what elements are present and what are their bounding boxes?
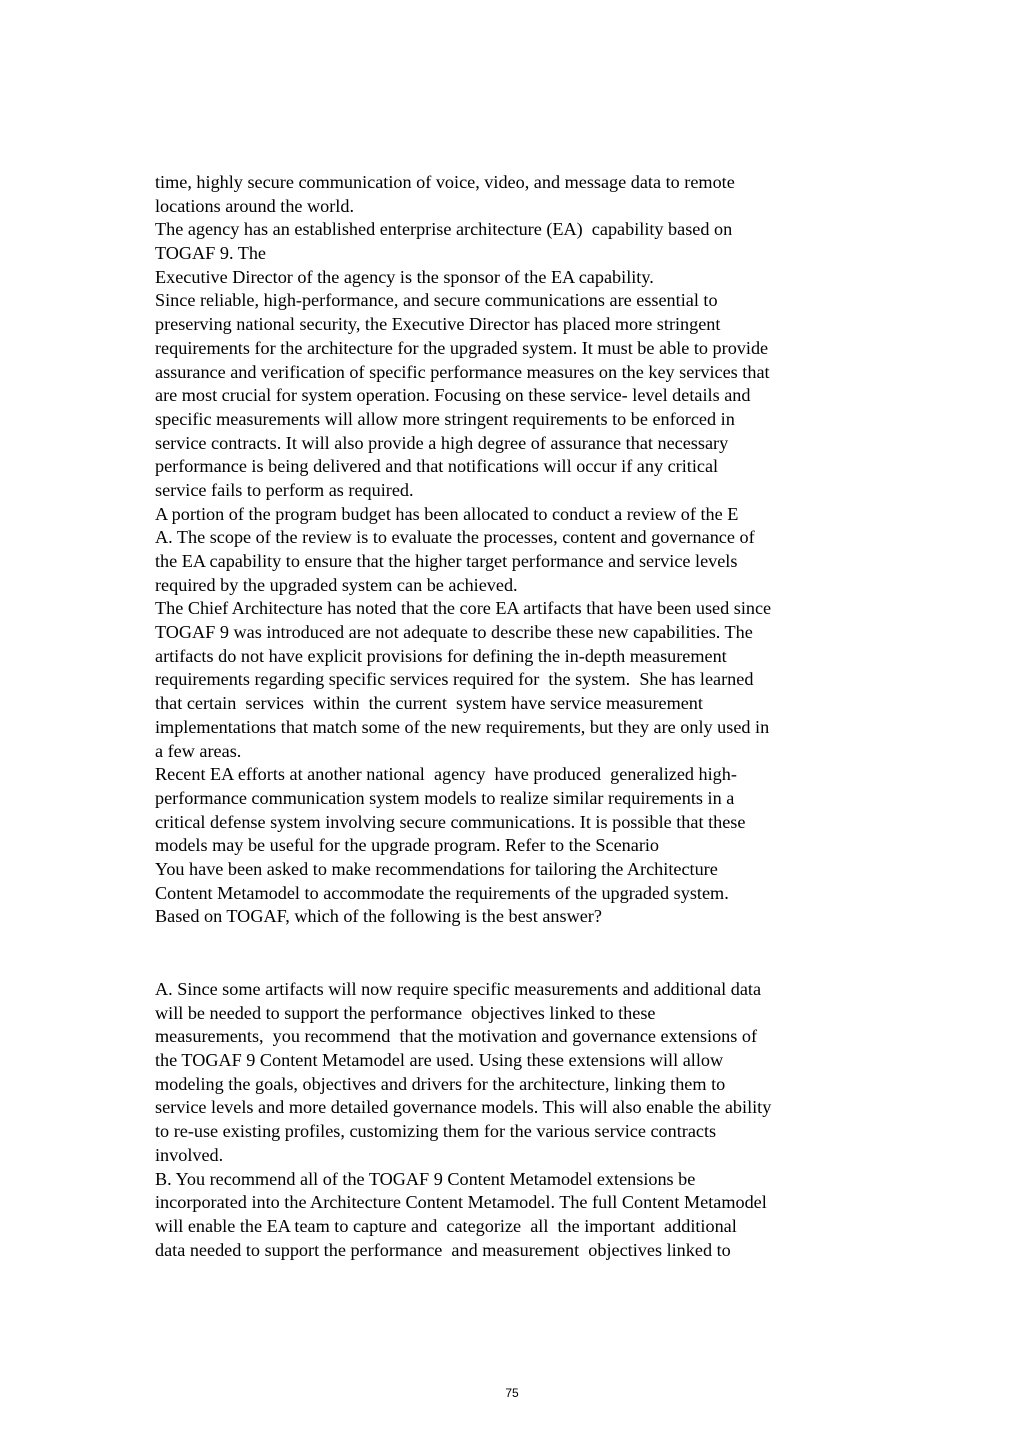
scenario-line: locations around the world. <box>155 195 355 216</box>
page-number: 75 <box>505 1386 519 1400</box>
scenario-line: A. The scope of the review is to evaluate the processes, content and governance of <box>155 527 755 548</box>
option-a-line: A. Since some artifacts will now require specific measurements and additional data <box>155 979 762 999</box>
scenario-line: implementations that match some of the new requirements, but they are only used in <box>155 716 770 737</box>
scenario-line: requirements for the architecture for the upgraded system. It must be able to provide <box>155 337 769 358</box>
scenario-line: models may be useful for the upgrade program. Refer to the Scenario <box>155 835 660 856</box>
option-b-line: B. You recommend all of the TOGAF 9 Content Metamodel extensions be <box>155 1168 696 1189</box>
scenario-line: Content Metamodel to accommodate the requirements of the upgraded system. <box>155 882 729 903</box>
option-a-line: measurements, you recommend that the motivation and governance extensions of <box>155 1026 758 1047</box>
scenario-line: the EA capability to ensure that the higher target performance and service levels <box>155 551 738 571</box>
scenario-line: that certain services within the current system have service measurement <box>155 693 703 714</box>
scenario-line: You have been asked to make recommendations for tailoring the Architecture <box>155 858 718 879</box>
option-a-line: modeling the goals, objectives and drivers for the architecture, linking them to <box>155 1073 726 1094</box>
answer-options <box>155 978 875 1262</box>
option-b-line: data needed to support the performance and measurement objectives linked to <box>155 1239 731 1260</box>
scenario-line: requirements regarding specific services required for the system. She has learned <box>155 669 754 690</box>
scenario-line: TOGAF 9. The <box>155 243 266 264</box>
scenario-line: assurance and verification of specific performance measures on the key services that <box>155 361 770 382</box>
option-b-line: incorporated into the Architecture Content Metamodel. The full Content Metamodel <box>155 1192 767 1213</box>
option-a-line: the TOGAF 9 Content Metamodel are used. Using these extensions will allow <box>155 1050 724 1071</box>
scenario-line: specific measurements will allow more stringent requirements to be enforced in <box>155 408 735 429</box>
scenario-line: Since reliable, high-performance, and secure communications are essential to <box>155 290 718 311</box>
scenario-text <box>155 171 875 929</box>
scenario-line: performance communication system models to realize similar requirements in a <box>155 787 735 808</box>
scenario-line: are most crucial for system operation. Focusing on these service- level details and <box>155 385 751 406</box>
scenario-line: Executive Director of the agency is the sponsor of the EA capability. <box>155 266 654 287</box>
scenario-line: preserving national security, the Executive Director has placed more stringent <box>155 314 721 335</box>
scenario-line: time, highly secure communication of voice, video, and message data to remote <box>155 172 735 192</box>
question-line: Based on TOGAF, which of the following is the best answer? <box>155 906 602 927</box>
option-a-line: involved. <box>155 1144 224 1165</box>
scenario-line: critical defense system involving secure communications. It is possible that these <box>155 811 746 832</box>
option-a-line: will be needed to support the performance objectives linked to these <box>155 1002 656 1023</box>
scenario-line: TOGAF 9 was introduced are not adequate to describe these new capabilities. The <box>155 622 753 643</box>
scenario-line: artifacts do not have explicit provisions for defining the in-depth measurement <box>155 645 727 666</box>
scenario-line: Recent EA efforts at another national agency have produced generalized high- <box>155 764 737 785</box>
scenario-line: A portion of the program budget has been allocated to conduct a review of the E <box>155 503 739 524</box>
scenario-line: The Chief Architecture has noted that the core EA artifacts that have been used since <box>155 598 772 619</box>
scenario-line: a few areas. <box>155 740 242 761</box>
scenario-line: service fails to perform as required. <box>155 479 414 500</box>
option-a-line: service levels and more detailed governance models. This will also enable the ability <box>155 1097 772 1118</box>
scenario-line: The agency has an established enterprise architecture (EA) capability based on <box>155 219 733 240</box>
scenario-line: performance is being delivered and that notifications will occur if any critical <box>155 456 719 477</box>
scenario-line: service contracts. It will also provide a high degree of assurance that necessary <box>155 432 729 453</box>
option-a-line: to re-use existing profiles, customizing them for the various service contracts <box>155 1121 717 1142</box>
scenario-line: required by the upgraded system can be achieved. <box>155 574 518 595</box>
option-b-line: will enable the EA team to capture and categorize all the important additional <box>155 1215 737 1236</box>
